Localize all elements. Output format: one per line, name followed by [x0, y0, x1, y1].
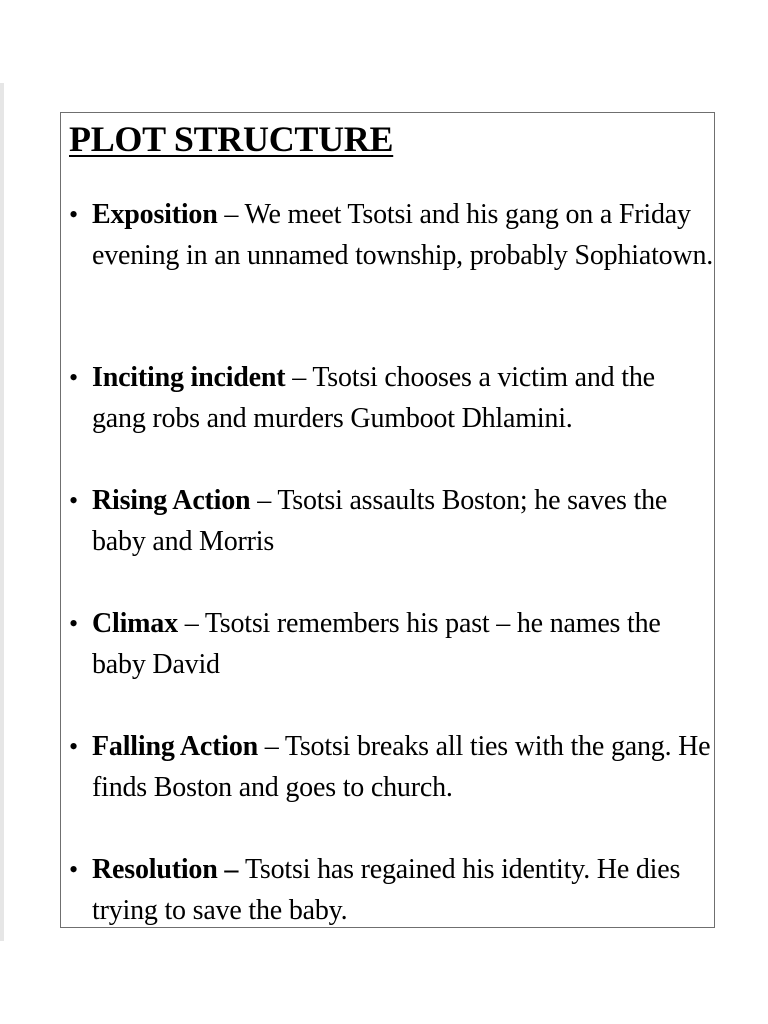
bullet-icon: •	[69, 732, 79, 761]
bullet-icon: •	[69, 363, 79, 392]
item-description: Tsotsi breaks all ties with the gang. He finds Boston and goes to church.	[92, 731, 711, 803]
item-separator: –	[285, 362, 313, 393]
item-separator: –	[258, 731, 285, 762]
item-term: Rising Action	[92, 485, 251, 516]
item-text	[92, 357, 714, 439]
item-separator: –	[250, 485, 278, 516]
bullet-icon: •	[69, 609, 79, 638]
item-description: Tsotsi remembers his past – he names the baby David	[92, 608, 661, 680]
item-text	[92, 726, 714, 808]
item-text	[92, 194, 714, 276]
item-description: Tsotsi chooses a victim and the gang robs and murders Gumboot Dhlamini.	[92, 362, 655, 434]
item-description: Tsotsi has regained his identity. He dies trying to save the baby.	[92, 854, 681, 926]
list-item-falling-action	[61, 726, 714, 808]
item-text	[92, 849, 714, 931]
list-item-inciting-incident	[61, 357, 714, 439]
list-item-resolution	[61, 849, 714, 931]
page-title: PLOT STRUCTURE	[69, 119, 394, 159]
bullet-icon: •	[69, 200, 79, 229]
item-description: Tsotsi assaults Boston; he saves the baby and Morris	[92, 485, 668, 557]
item-text	[92, 480, 714, 562]
item-term: Exposition	[92, 199, 218, 230]
item-term: Resolution	[92, 854, 218, 885]
item-description: We meet Tsotsi and his gang on a Friday evening in an unnamed township, probably Sophiatown.	[92, 199, 714, 271]
bullet-icon: •	[69, 486, 79, 515]
item-separator: –	[217, 854, 245, 885]
item-separator: –	[177, 608, 205, 639]
bullet-icon: •	[69, 855, 79, 884]
item-term: Inciting incident	[92, 362, 286, 393]
list-item-climax	[61, 603, 714, 685]
list-item-exposition	[61, 194, 714, 276]
item-term: Climax	[92, 608, 178, 639]
plot-structure-box	[60, 112, 715, 928]
item-separator: –	[217, 199, 245, 230]
item-term: Falling Action	[92, 731, 258, 762]
item-text	[92, 603, 714, 685]
page-left-edge	[0, 83, 4, 941]
list-item-rising-action	[61, 480, 714, 562]
